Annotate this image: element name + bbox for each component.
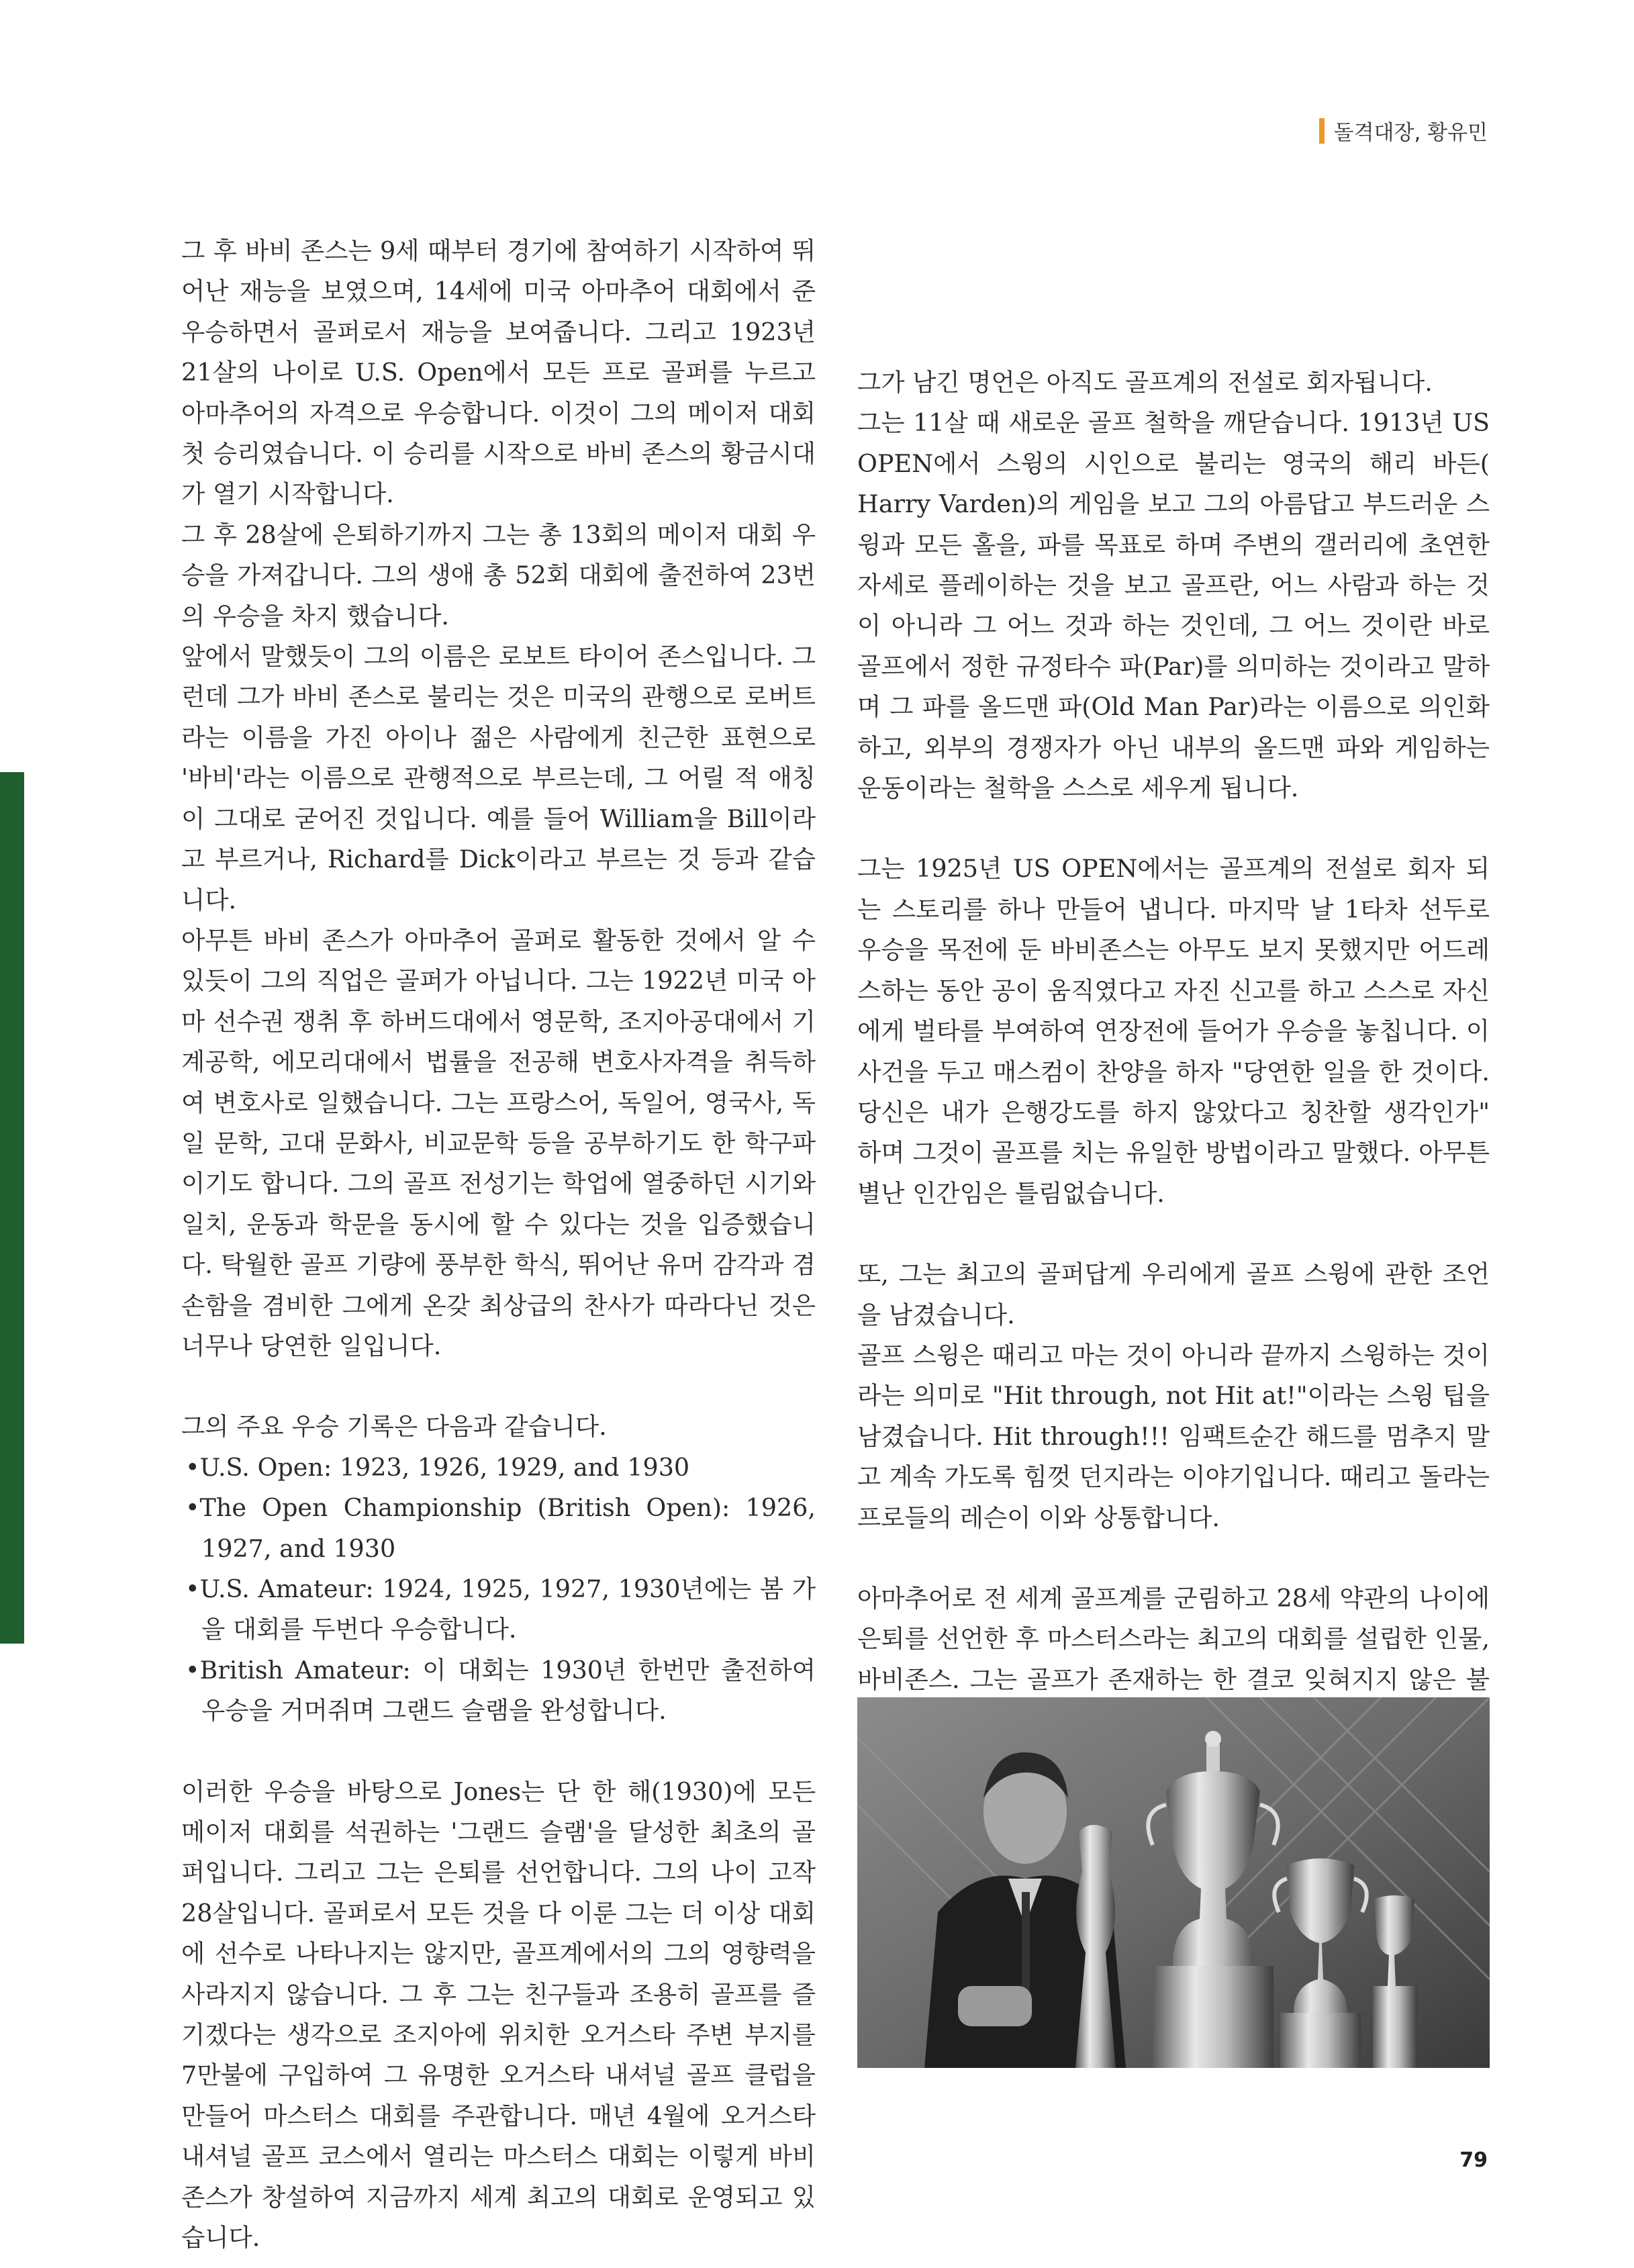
record-item: •U.S. Open: 1923, 1926, 1929, and 1930 bbox=[185, 1452, 690, 1482]
paragraph: 아무튼 바비 존스가 아마추어 골퍼로 활동한 것에서 알 수 있듯이 그의 직업은 골퍼가 아닙니다. 그는 1922년 미국 아마 선수권 쟁취 후 하버드대에서 영문학, 조지아공대에서 기계공학, 에모리대에서 법률을 전공해 변호사자격을 취득하여 변호사로 일했습니다. 그는 프랑스어, 독일어, 영국사, 독일 문학, 고대 문화사, 비교문학 등을 공부하기도 한 학구파이기도 합니다. 그의 골프 전성기는 학업에 열중하던 시기와 일치, 운동과 학문을 동시에 할 수 있다는 것을 입증했습니다. 탁월한 골프 기량에 풍부한 학식, 뛰어난 유머 감각과 겸손함을 겸비한 그에게 온갖 최상급의 찬사가 따라다닌 것은 너무나 당연한 일입니다. bbox=[181, 925, 816, 1360]
record-item: •The Open Championship (British Open): 1926, 1927, and 1930 bbox=[185, 1493, 816, 1563]
left-column bbox=[181, 231, 816, 2259]
records-intro: 그의 주요 우승 기록은 다음과 같습니다. bbox=[181, 1412, 607, 1442]
paragraph: 앞에서 말했듯이 그의 이름은 로보트 타이어 존스입니다. 그런데 그가 바비 존스로 불리는 것은 미국의 관행으로 로버트라는 이름을 가진 아이나 젊은 사람에게 친근한 표현으로 '바비'라는 이름으로 관행적으로 부르는데, 그 어릴 적 애칭이 그대로 굳어진 것입니다. 예를 들어 William을 Bill이라고 부르거나, Richard를 Dick이라고 부르는 것 등과 같습니다. bbox=[181, 642, 816, 914]
paragraph: 아마추어로 전 세계 골프계를 군림하고 28세 약관의 나이에 은퇴를 선언한 후 마스터스라는 최고의 대회를 설립한 인물, 바비존스. 그는 골프가 존재하는 한 결코 잊혀지지 않은 불 bbox=[857, 1583, 1490, 1694]
paragraph: 그는 11살 때 새로운 골프 철학을 깨닫습니다. 1913년 US OPEN에서 스윙의 시인으로 불리는 영국의 해리 바든( Harry Varden)의 게임을 보고 그의 아름답고 부드러운 스윙과 모든 홀을, 파를 목표로 하며 주변의 갤러리에 초연한 자세로 플레이하는 것을 보고 골프란, 어느 사람과 하는 것이 아니라 그 어느 것과 하는 것인데, 그 어느 것이란 바로 골프에서 정한 규정타수 파(Par)를 의미하는 것이라고 말하며 그 파를 올드맨 파(Old Man Par)라는 이름으로 의인화하고, 외부의 경쟁자가 아닌 내부의 올드맨 파와 게임하는 운동이라는 철학을 스스로 세우게 됩니다. bbox=[857, 408, 1490, 803]
header-section-title: 돌격대장, 황유민 bbox=[1333, 121, 1488, 145]
paragraph: 그 후 28살에 은퇴하기까지 그는 총 13회의 메이저 대회 우승을 가져갑니다. 그의 생애 총 52회 대회에 출전하여 23번의 우승을 차지 했습니다. bbox=[181, 520, 816, 630]
right-column bbox=[857, 363, 1490, 1741]
page-number: 79 bbox=[1459, 2148, 1488, 2172]
record-item: •U.S. Amateur: 1924, 1925, 1927, 1930년에는 봄 가을 대회를 두번다 우승합니다. bbox=[185, 1574, 816, 1644]
header-marker bbox=[1319, 118, 1325, 144]
paragraph: 그 후 바비 존스는 9세 때부터 경기에 참여하기 시작하여 뛰어난 재능을 보였으며, 14세에 미국 아마추어 대회에서 준우승하면서 골퍼로서 재능을 보여줍니다. 그리고 1923년 21살의 나이로 U.S. Open에서 모든 프로 골퍼를 누르고 아마추어의 자격으로 우승합니다. 이것이 그의 메이저 대회 첫 승리였습니다. 이 승리를 시작으로 바비 존스의 황금시대가 열기 시작합니다. bbox=[181, 236, 816, 509]
side-accent-bar bbox=[0, 772, 24, 1644]
record-item: •British Amateur: 이 대회는 1930년 한번만 출전하여 우승을 거머쥐며 그랜드 슬램을 완성합니다. bbox=[185, 1655, 816, 1726]
paragraph: 그가 남긴 명언은 아직도 골프계의 전설로 회자됩니다. bbox=[857, 368, 1433, 397]
trophy-photo bbox=[857, 1697, 1490, 2068]
paragraph: 골프 스윙은 때리고 마는 것이 아니라 끝까지 스윙하는 것이라는 의미로 "Hit through, not Hit at!"이라는 스윙 팁을 남겼습니다. Hit through!!! 임팩트순간 해드를 멈추지 말고 계속 가도록 힘껏 던지라는 이야기입니다. 때리고 돌라는 프로들의 레슨이 이와 상통합니다. bbox=[857, 1340, 1490, 1532]
paragraph: 이러한 우승을 바탕으로 Jones는 단 한 해(1930)에 모든 메이저 대회를 석권하는 '그랜드 슬램'을 달성한 최초의 골퍼입니다. 그리고 그는 은퇴를 선언합니다. 그의 나이 고작 28살입니다. 골퍼로서 모든 것을 다 이룬 그는 더 이상 대회에 선수로 나타나지는 않지만, 골프계에서의 그의 영향력을 사라지지 않습니다. 그 후 그는 친구들과 조용히 골프를 즐기겠다는 생각으로 조지아에 위치한 오거스타 주변 부지를 7만불에 구입하여 그 유명한 오거스타 내셔널 골프 클럽을 만들어 마스터스 대회를 주관합니다. 매년 4월에 오거스타 내셔널 골프 코스에서 열리는 마스터스 대회는 이렇게 바비존스가 창설하여 지금까지 세계 최고의 대회로 운영되고 있습니다. bbox=[181, 1777, 816, 2253]
paragraph: 또, 그는 최고의 골퍼답게 우리에게 골프 스윙에 관한 조언을 남겼습니다. bbox=[857, 1260, 1490, 1329]
running-header bbox=[1319, 115, 1488, 146]
paragraph: 그는 1925년 US OPEN에서는 골프계의 전설로 회자 되는 스토리를 하나 만들어 냅니다. 마지막 날 1타차 선두로 우승을 목전에 둔 바비존스는 아무도 보지 못했지만 어드레스하는 동안 공이 움직였다고 자진 신고를 하고 스스로 자신에게 벌타를 부여하여 연장전에 들어가 우승을 놓칩니다. 이 사건을 두고 매스컴이 찬양을 하자 "당연한 일을 한 것이다. 당신은 내가 은행강도를 하지 않았다고 칭찬할 생각인가" 하며 그것이 골프를 치는 유일한 방법이라고 말했다. 아무튼 별난 인간임은 틀림없습니다. bbox=[857, 854, 1490, 1208]
